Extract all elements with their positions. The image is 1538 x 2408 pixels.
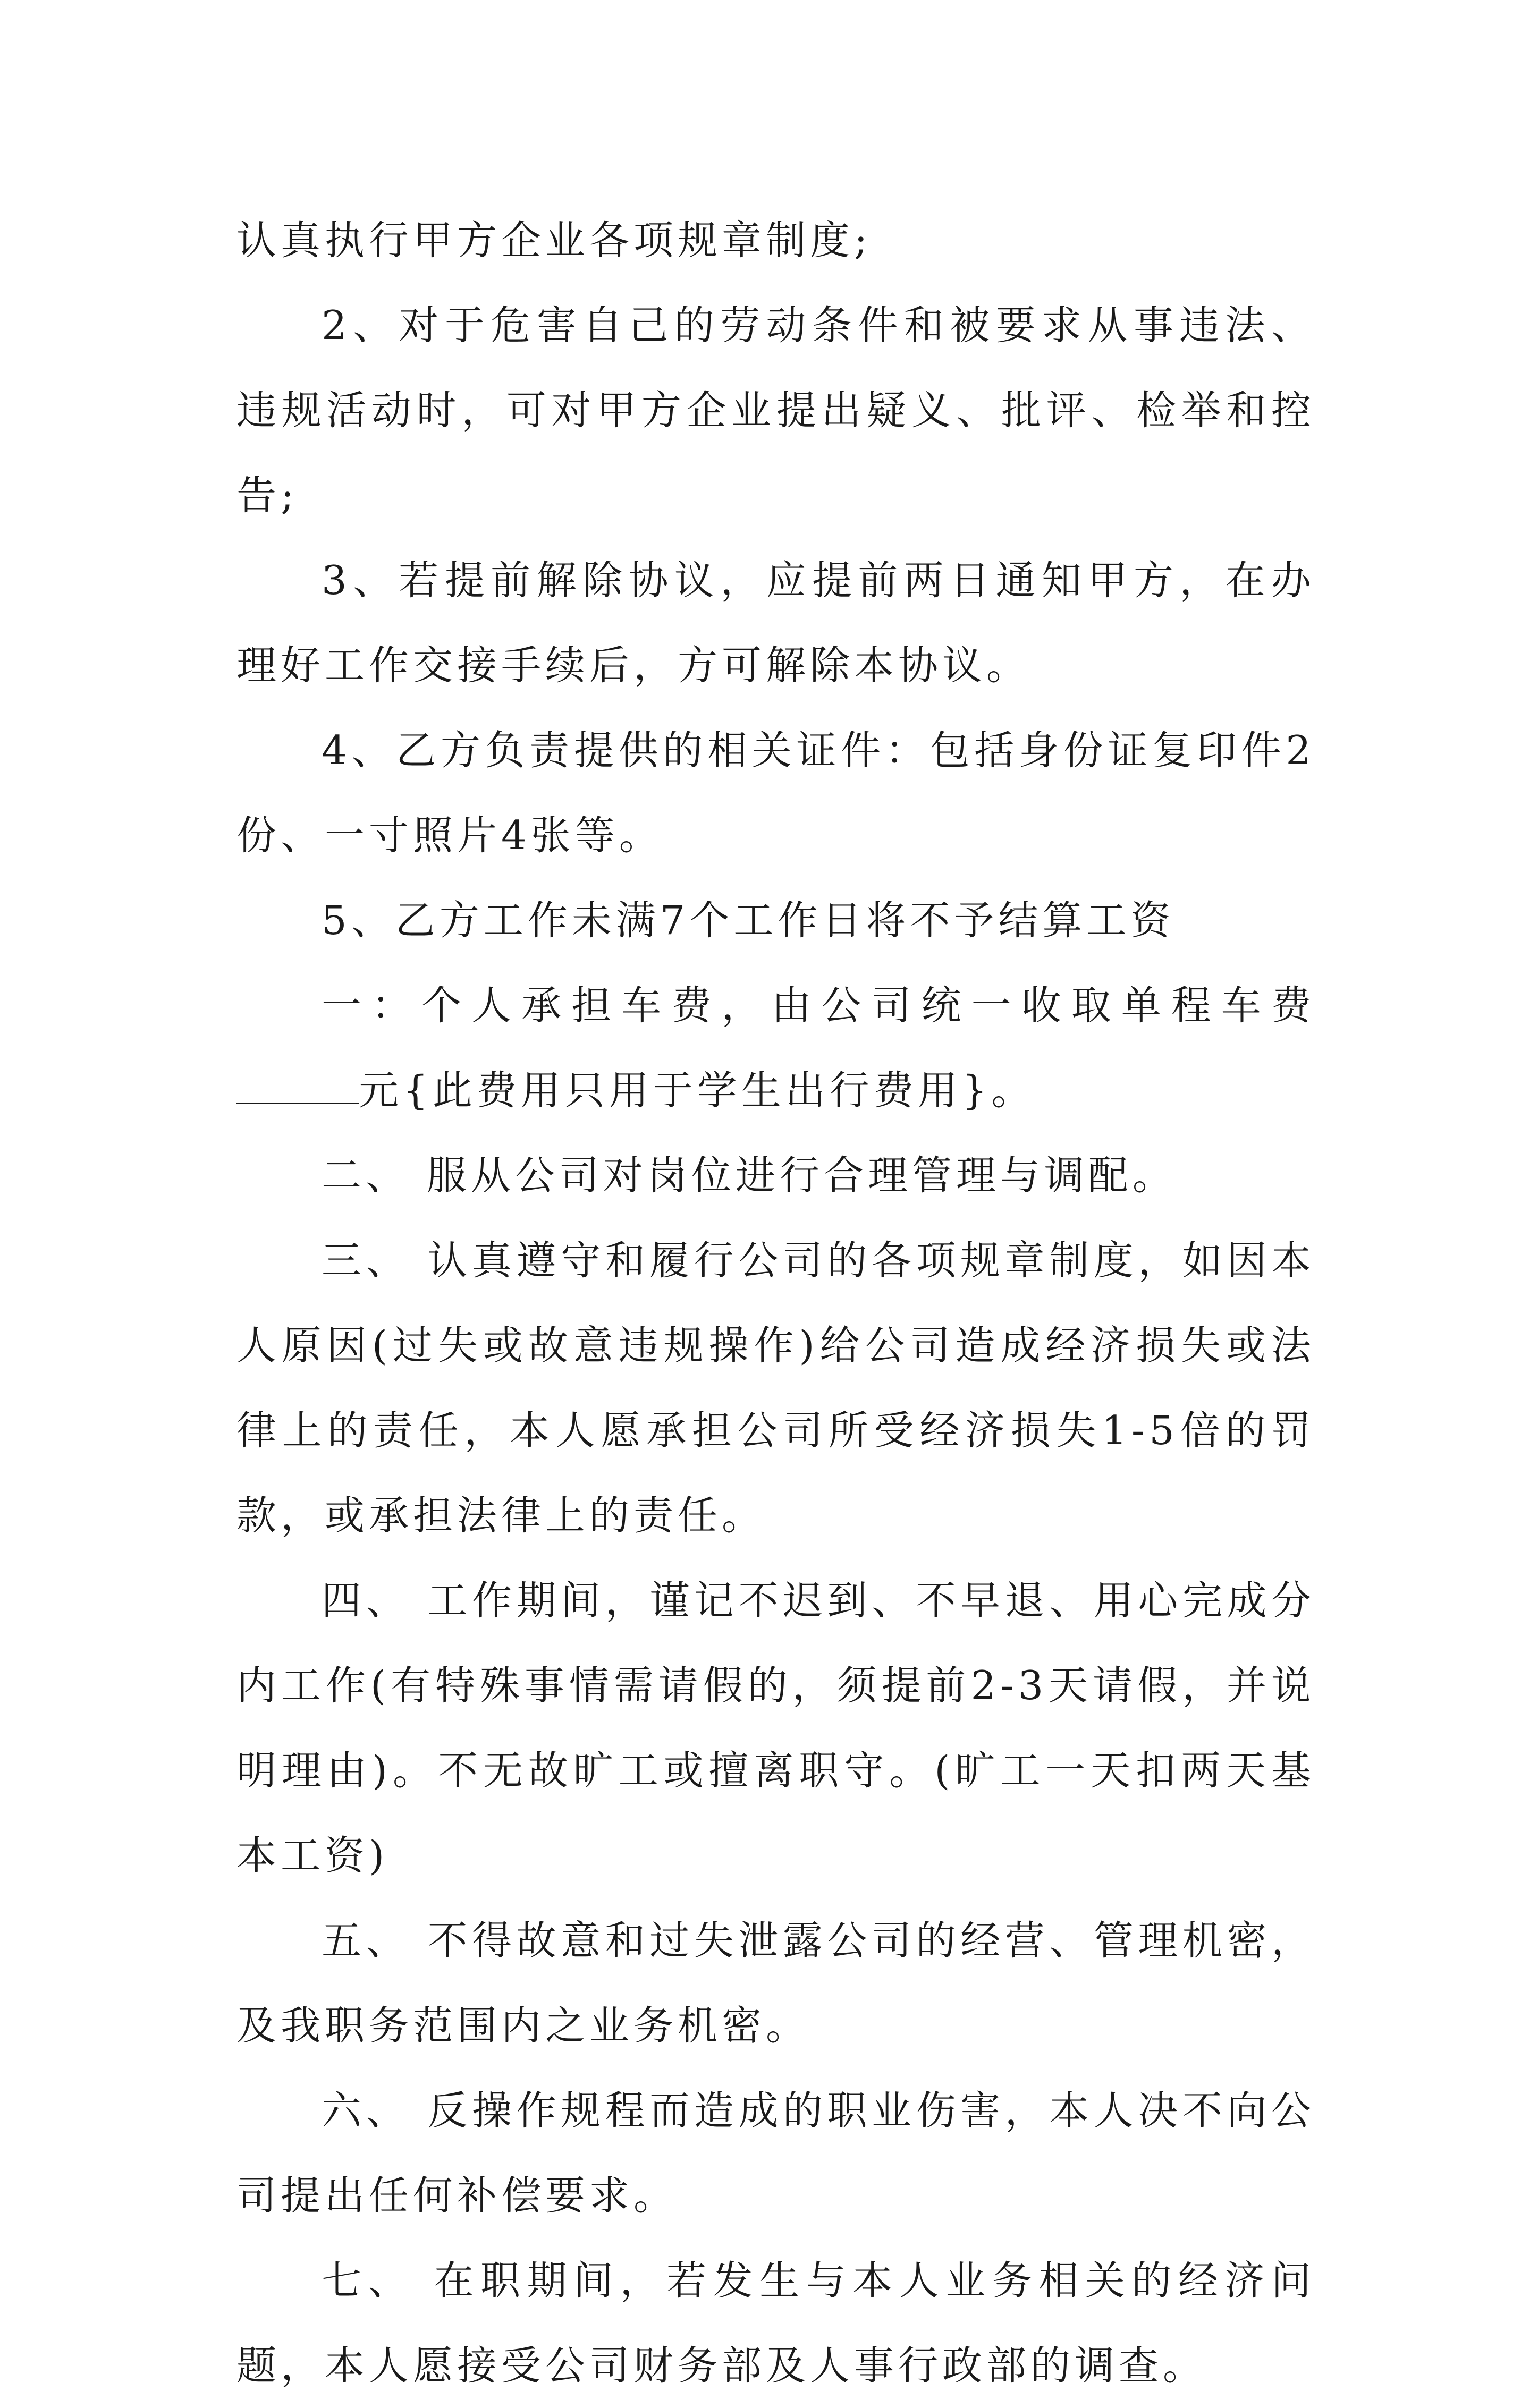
document-body [236, 198, 1315, 2408]
paragraph-item-4: 4、乙方负责提供的相关证件：包括身份证复印件2份、一寸照片4张等。 [236, 727, 1315, 859]
paragraph-item-3: 3、若提前解除协议，应提前两日通知甲方，在办理好工作交接手续后，方可解除本协议。 [236, 557, 1315, 689]
clause-two: 二、 服从公司对岗位进行合理管理与调配。 [322, 1152, 1177, 1199]
fee-clause-text-before: 一：个人承担车费，由公司统一收取单程车费 [322, 982, 1315, 1029]
clause-four: 四、 工作期间，谨记不迟到、不早退、用心完成分内工作(有特殊事情需请假的，须提前2-3天请假，并说明理由)。不无故旷工或擅离职守。(旷工一天扣两天基本工资) [236, 1577, 1315, 1879]
fee-amount-blank [236, 1071, 359, 1104]
clause-six: 六、 反操作规程而造成的职业伤害，本人决不向公司提出任何补偿要求。 [236, 2087, 1315, 2219]
paragraph-item-5: 5、乙方工作未满7个工作日将不予结算工资 [322, 897, 1175, 944]
clause-three: 三、 认真遵守和履行公司的各项规章制度，如因本人原因(过失或故意违规操作)给公司造成经济损失或法律上的责任，本人愿承担公司所受经济损失1-5倍的罚款，或承担法律上的责任。 [236, 1237, 1315, 1539]
clause-one-fee [236, 963, 1315, 1133]
paragraph-item-2: 2、对于危害自己的劳动条件和被要求从事违法、违规活动时，可对甲方企业提出疑义、批评、检举和控告; [236, 302, 1315, 519]
fee-clause-text-after: 元{此费用只用于学生出行费用}。 [359, 1067, 1036, 1114]
clause-seven: 七、 在职期间，若发生与本人业务相关的经济问题，本人愿接受公司财务部及人事行政部的调查。 [236, 2257, 1315, 2389]
paragraph-rules-continuation: 认真执行甲方企业各项规章制度; [236, 217, 872, 264]
clause-five: 五、 不得故意和过失泄露公司的经营、管理机密，及我职务范围内之业务机密。 [236, 1917, 1315, 2049]
